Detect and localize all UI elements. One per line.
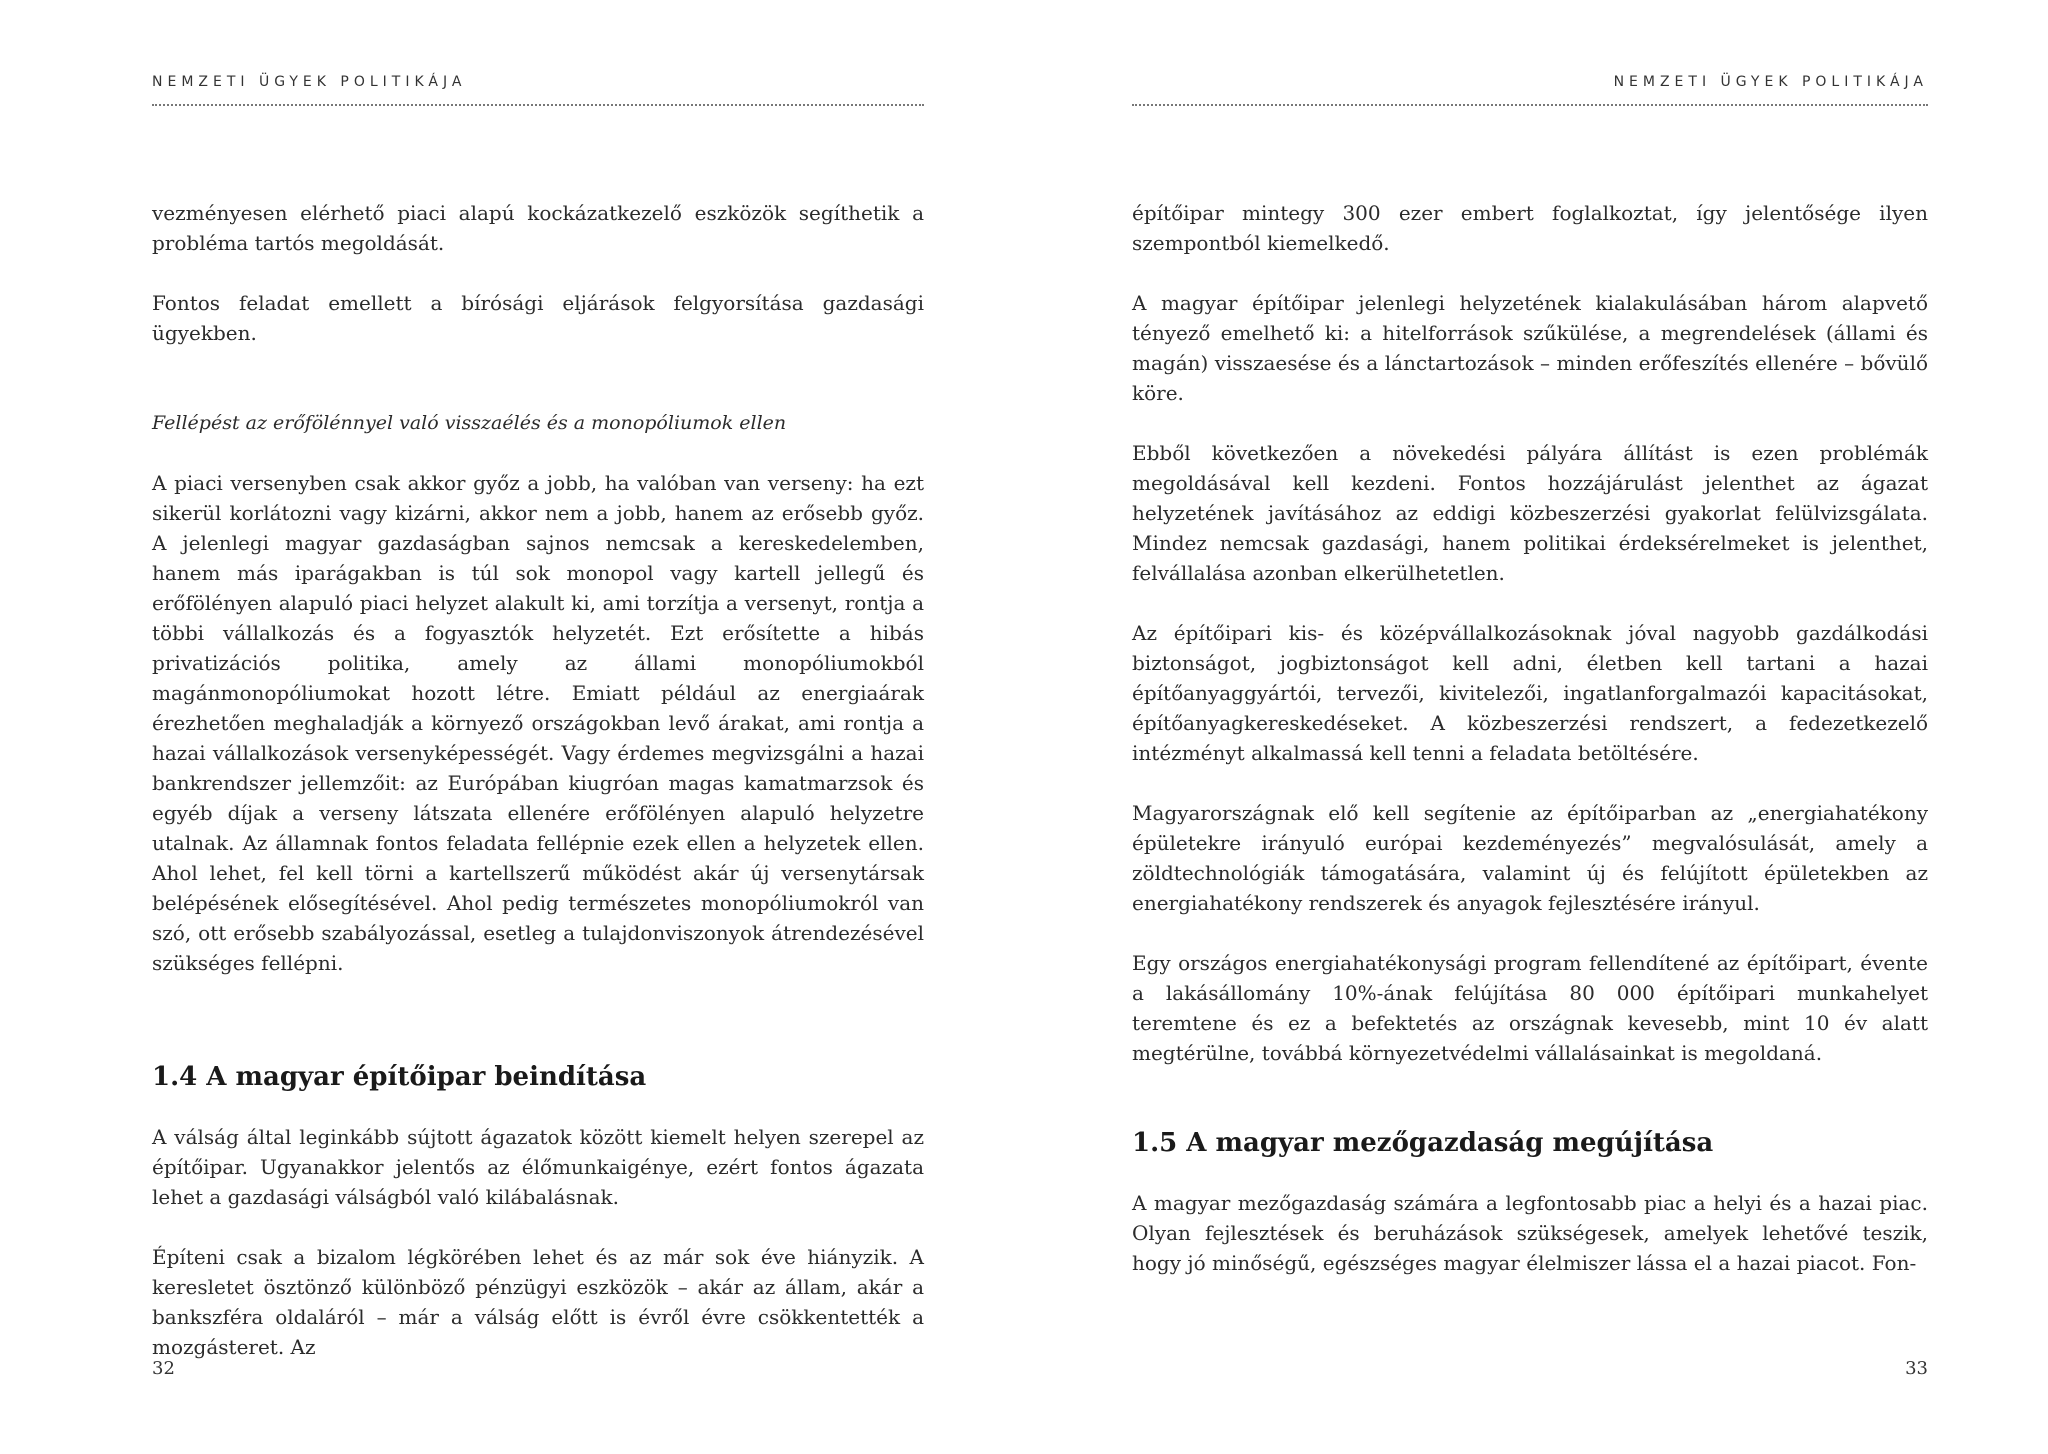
- paragraph: építőipar mintegy 300 ezer embert foglalkoztat, így jelentősége ilyen szempontból kiemelkedő.: [1132, 201, 1928, 255]
- body-text: [1132, 198, 1928, 1278]
- page-number: 33: [1905, 1358, 1928, 1379]
- header-rule: [1132, 104, 1928, 106]
- body-text: [152, 198, 924, 1362]
- section-heading: 1.5 A magyar mezőgazdaság megújítása: [1132, 1128, 1714, 1158]
- paragraph: Egy országos energiahatékonysági program fellendítené az építőipart, évente a lakásállomány 10%-ának felújítása 80 000 építőipari munkahelyet teremtene és ez a befektetés az országnak kevesebb, mint 10 év alatt megtérülne, továbbá környezetvédelmi vállalásainkat is megoldaná.: [1132, 951, 1928, 1065]
- running-header: NEMZETI ÜGYEK POLITIKÁJA: [1613, 74, 1928, 90]
- paragraph: Az építőipari kis- és középvállalkozásoknak jóval nagyobb gazdálkodási biztonságot, jogbiztonságot kell adni, életben kell tartani a hazai építőanyaggyártói, tervezői, kivitelezői, ingatlanforgalmazói kapacitásokat, építőanyagkereskedéseket. A közbeszerzési rendszert, a fedezetkezelő intézményt alkalmassá kell tenni a feladata betöltésére.: [1132, 621, 1928, 765]
- paragraph: Építeni csak a bizalom légkörében lehet és az már sok éve hiányzik. A keresletet ösztönző különböző pénzügyi eszközök – akár az állam, akár a bankszféra oldaláról – már a válság előtt is évről évre csökkentették a mozgásteret. Az: [152, 1245, 924, 1359]
- section-heading: 1.4 A magyar építőipar beindítása: [152, 1062, 647, 1092]
- italic-subheading: Fellépést az erőfölénnyel való visszaélés és a monopóliumok ellen: [152, 412, 787, 434]
- paragraph: A válság által leginkább sújtott ágazatok között kiemelt helyen szerepel az építőipar. Ugyanakkor jelentős az élőmunkaigénye, ezért fontos ágazata lehet a gazdasági válságból való kilábalásnak.: [152, 1125, 924, 1209]
- paragraph: Fontos feladat emellett a bírósági eljárások felgyorsítása gazdasági ügyekben.: [152, 291, 924, 345]
- paragraph: Magyarországnak elő kell segítenie az építőiparban az „energiahatékony épületekre irányuló európai kezdeményezés” megvalósulását, amely a zöldtechnológiák támogatására, valamint új és felújított épületekben az energiahatékony rendszerek és anyagok fejlesztésére irányul.: [1132, 801, 1928, 915]
- right-page: [1024, 0, 2048, 1454]
- paragraph: Ebből következően a növekedési pályára állítást is ezen problémák megoldásával kell kezdeni. Fontos hozzájárulást jelenthet az ágazat helyzetének javításához az eddigi közbeszerzési gyakorlat felülvizsgálata. Mindez nemcsak gazdasági, hanem politikai érdeksérelmeket is jelenthet, felvállalása azonban elkerülhetetlen.: [1132, 441, 1928, 585]
- paragraph: A magyar mezőgazdaság számára a legfontosabb piac a helyi és a hazai piac. Olyan fejlesztések és beruházások szükségesek, amelyek lehetővé teszik, hogy jó minőségű, egészséges magyar élelmiszer lássa el a hazai piacot. Fon-: [1132, 1191, 1928, 1275]
- header-rule: [152, 104, 924, 106]
- paragraph: vezményesen elérhető piaci alapú kockázatkezelő eszközök segíthetik a probléma tartós megoldását.: [152, 201, 924, 255]
- running-header: NEMZETI ÜGYEK POLITIKÁJA: [152, 74, 467, 90]
- paragraph: A magyar építőipar jelenlegi helyzetének kialakulásában három alapvető tényező emelhető ki: a hitelforrások szűkülése, a megrendelések (állami és magán) visszaesése és a lánctartozások – minden erőfeszítés ellenére – bővülő köre.: [1132, 291, 1928, 405]
- page-number: 32: [152, 1358, 175, 1379]
- paragraph: A piaci versenyben csak akkor győz a jobb, ha valóban van verseny: ha ezt sikerül korlátozni vagy kizárni, akkor nem a jobb, hanem az erősebb győz. A jelenlegi magyar gazdaságban sajnos nemcsak a kereskedelemben, hanem más iparágakban is túl sok monopol vagy kartell jellegű és erőfölényen alapuló piaci helyzet alakult ki, ami torzítja a versenyt, rontja a többi vállalkozás és a fogyasztók helyzetét. Ezt erősítette a hibás privatizációs politika, amely az állami monopóliumokból magánmonopóliumokat hozott létre. Emiatt például az energiaárak érezhetően meghaladják a környező országokban levő árakat, ami rontja a hazai vállalkozások versenyképességét. Vagy érdemes megvizsgálni a hazai bankrendszer jellemzőit: az Európában kiugróan magas kamatmarzsok és egyéb díjak a verseny látszata ellenére erőfölényen alapuló helyzetre utalnak. Az államnak fontos feladata fellépnie ezek ellen a helyzetek ellen. Ahol lehet, fel kell törni a kartellszerű működést akár új versenytársak belépésének elősegítésével. Ahol pedig természetes monopóliumokról van szó, ott erősebb szabályozással, esetleg a tulajdonviszonyok átrendezésével szükséges fellépni.: [152, 471, 924, 975]
